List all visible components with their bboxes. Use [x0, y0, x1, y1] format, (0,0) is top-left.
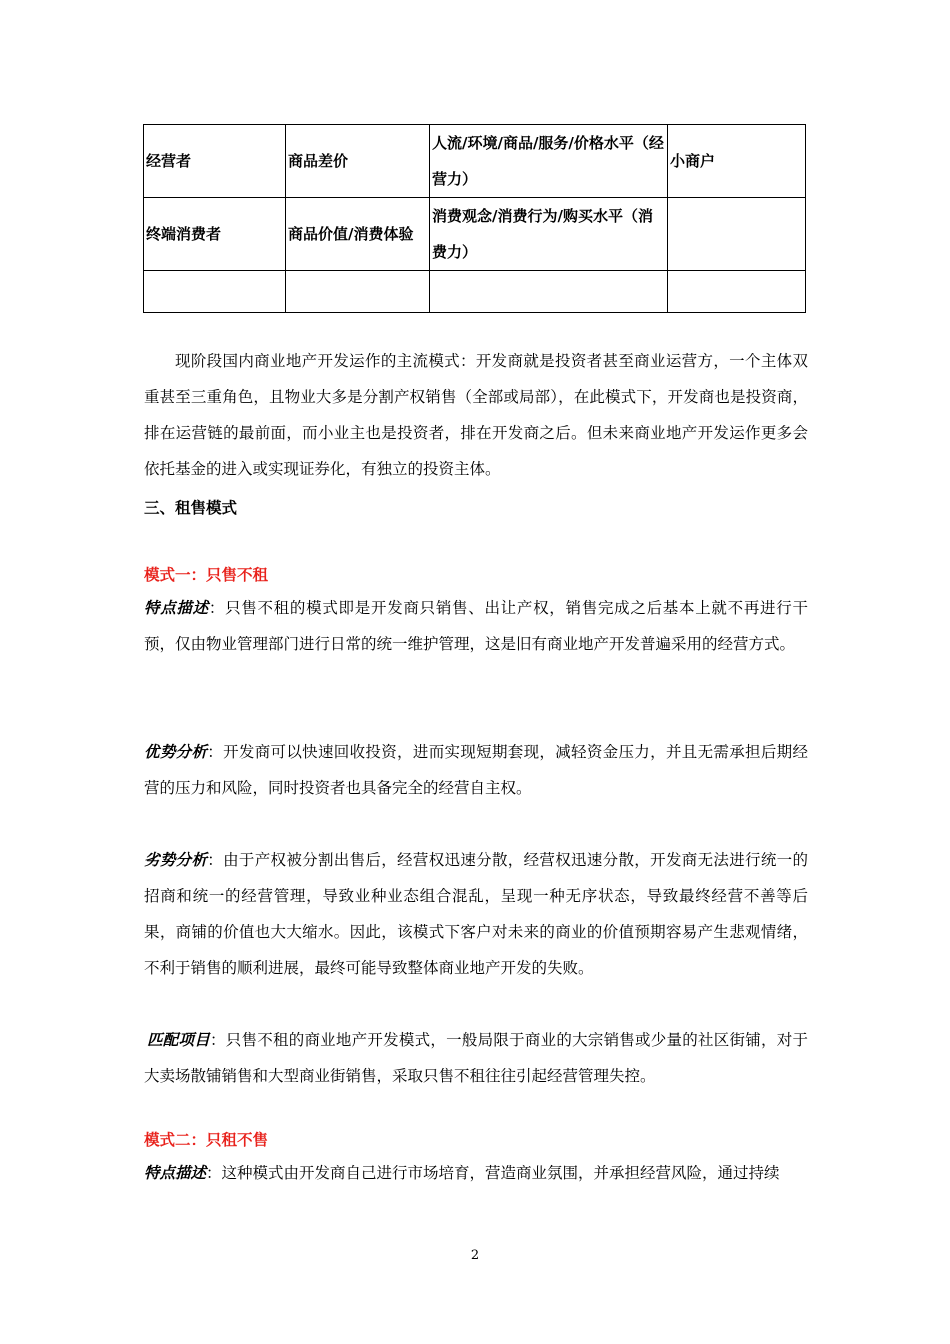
advantage-text: ：开发商可以快速回收投资，进而实现短期套现，减轻资金压力，并且无需承担后期经营的压力和风险，同时投资者也具备完全的经营自主权。	[144, 743, 808, 797]
features-text: ：只售不租的模式即是开发商只销售、出让产权，销售完成之后基本上就不再进行干预，仅由物业管理部门进行日常的统一维护管理，这是旧有商业地产开发普遍采用的经营方式。	[144, 599, 808, 653]
features-text: ：这种模式由开发商自己进行市场培育，营造商业氛围，并承担经营风险，通过持续	[206, 1164, 780, 1182]
table-row	[144, 125, 806, 198]
match-text: ：只售不租的商业地产开发模式，一般局限于商业的大宗销售或少量的社区街铺，对于大卖场散铺销售和大型商业街销售，采取只售不租往往引起经营管理失控。	[144, 1031, 808, 1085]
section-heading: 三、租售模式	[144, 498, 238, 517]
table-cell	[286, 271, 430, 313]
table-cell: 终端消费者	[144, 198, 286, 271]
table-cell: 经营者	[144, 125, 286, 198]
table-cell	[668, 198, 806, 271]
table-cell: 商品差价	[286, 125, 430, 198]
mode1-advantage-paragraph	[144, 734, 808, 806]
disadvantage-text: ：由于产权被分割出售后，经营权迅速分散，经营权迅速分散，开发商无法进行统一的招商和统一的经营管理，导致业种业态组合混乱，呈现一种无序状态，导致最终经营不善等后果，商铺的价值也大大缩水。因此，该模式下客户对未来的商业的价值预期容易产生悲观情绪，不利于销售的顺利进展，最终可能导致整体商业地产开发的失败。	[144, 851, 808, 977]
features-label: 特点描述	[144, 598, 209, 617]
table-cell	[668, 271, 806, 313]
disadvantage-label: 劣势分析	[144, 850, 208, 869]
mode1-title: 模式一：只售不租	[144, 565, 269, 584]
roles-table	[143, 124, 806, 313]
table-cell: 小商户	[668, 125, 806, 198]
table-row	[144, 198, 806, 271]
features-label: 特点描述	[144, 1163, 207, 1182]
mode1-disadvantage-paragraph	[144, 842, 808, 986]
mode2-title: 模式二：只租不售	[144, 1130, 269, 1149]
table-cell: 消费观念/消费行为/购买水平（消费力）	[430, 198, 668, 271]
table-cell: 人流/环境/商品/服务/价格水平（经营力）	[430, 125, 668, 198]
table-row	[144, 271, 806, 313]
intro-paragraph: 现阶段国内商业地产开发运作的主流模式：开发商就是投资者甚至商业运营方，一个主体双重甚至三重角色，且物业大多是分割产权销售（全部或局部），在此模式下，开发商也是投资商，排在运营链的最前面，而小业主也是投资者，排在开发商之后。但未来商业地产开发运作更多会依托基金的进入或实现证券化，有独立的投资主体。	[144, 352, 808, 478]
table-cell: 商品价值/消费体验	[286, 198, 430, 271]
table-cell	[144, 271, 286, 313]
mode2-features-paragraph	[144, 1155, 808, 1191]
mode1-features-paragraph	[144, 590, 808, 662]
match-label: 匹配项目	[147, 1030, 210, 1049]
page-number: 2	[470, 1248, 480, 1263]
advantage-label: 优势分析	[144, 742, 208, 761]
mode1-match-paragraph	[144, 1022, 808, 1094]
table-cell	[430, 271, 668, 313]
